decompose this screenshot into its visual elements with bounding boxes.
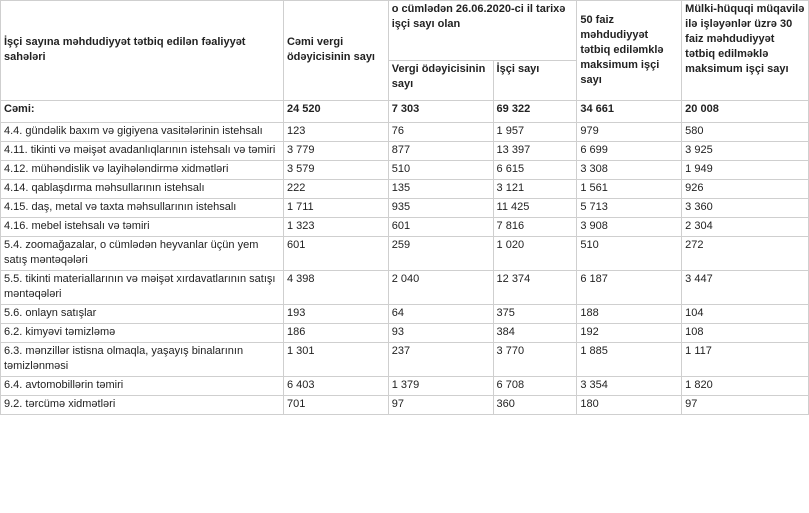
table-row <box>1 237 809 271</box>
cell-workers: 375 <box>493 305 577 324</box>
cell-workers: 384 <box>493 324 577 343</box>
cell-workers: 1 020 <box>493 237 577 271</box>
cell-max50: 6 187 <box>577 271 682 305</box>
cell-sector: 5.6. onlayn satışlar <box>1 305 284 324</box>
cell-sub-taxpayers: 877 <box>388 142 493 161</box>
header-max50: 50 faiz məhdudiyyət tətbiq ediləmklə maksimum işçi sayı <box>577 1 682 101</box>
cell-max50: 3 908 <box>577 218 682 237</box>
cell-sector: 4.4. gündəlik baxım və gigiyena vasitələrinin istehsalı <box>1 123 284 142</box>
total-taxpayers: 24 520 <box>283 101 388 123</box>
cell-max30: 926 <box>682 180 809 199</box>
cell-sub-taxpayers: 601 <box>388 218 493 237</box>
cell-taxpayers: 1 323 <box>283 218 388 237</box>
header-sector: İşçi sayına məhdudiyyət tətbiq edilən fəaliyyət sahələri <box>1 1 284 101</box>
total-max30: 20 008 <box>682 101 809 123</box>
cell-workers: 3 121 <box>493 180 577 199</box>
cell-max50: 510 <box>577 237 682 271</box>
cell-sector: 4.15. daş, metal və taxta məhsullarının istehsalı <box>1 199 284 218</box>
cell-sector: 5.5. tikinti materiallarının və məişət xırdavatlarının satışı məntəqələri <box>1 271 284 305</box>
total-workers: 69 322 <box>493 101 577 123</box>
header-sub-taxpayers: Vergi ödəyicisinin sayı <box>388 61 493 101</box>
cell-sector: 6.3. mənzillər istisna olmaqla, yaşayış binalarının təmizlənməsi <box>1 343 284 377</box>
table-row <box>1 161 809 180</box>
cell-workers: 12 374 <box>493 271 577 305</box>
cell-max50: 5 713 <box>577 199 682 218</box>
cell-max50: 6 699 <box>577 142 682 161</box>
cell-sector: 5.4. zoomağazalar, o cümlədən heyvanlar üçün yem satış məntəqələri <box>1 237 284 271</box>
cell-sub-taxpayers: 97 <box>388 396 493 415</box>
cell-taxpayers: 1 301 <box>283 343 388 377</box>
cell-max30: 97 <box>682 396 809 415</box>
cell-workers: 13 397 <box>493 142 577 161</box>
cell-max30: 1 949 <box>682 161 809 180</box>
cell-workers: 360 <box>493 396 577 415</box>
table-row <box>1 324 809 343</box>
cell-max30: 104 <box>682 305 809 324</box>
cell-sub-taxpayers: 259 <box>388 237 493 271</box>
table-row <box>1 142 809 161</box>
cell-max30: 3 447 <box>682 271 809 305</box>
cell-sub-taxpayers: 135 <box>388 180 493 199</box>
cell-taxpayers: 3 779 <box>283 142 388 161</box>
cell-workers: 6 708 <box>493 377 577 396</box>
cell-sub-taxpayers: 1 379 <box>388 377 493 396</box>
cell-sector: 9.2. tərcümə xidmətləri <box>1 396 284 415</box>
cell-sector: 4.16. mebel istehsalı və təmiri <box>1 218 284 237</box>
cell-workers: 7 816 <box>493 218 577 237</box>
cell-max30: 1 117 <box>682 343 809 377</box>
cell-sub-taxpayers: 2 040 <box>388 271 493 305</box>
cell-max30: 272 <box>682 237 809 271</box>
cell-taxpayers: 186 <box>283 324 388 343</box>
table-row <box>1 343 809 377</box>
table-row <box>1 305 809 324</box>
cell-max50: 180 <box>577 396 682 415</box>
cell-max30: 580 <box>682 123 809 142</box>
cell-sector: 6.2. kimyəvi təmizləmə <box>1 324 284 343</box>
cell-sub-taxpayers: 76 <box>388 123 493 142</box>
table-row <box>1 180 809 199</box>
cell-sector: 4.14. qablaşdırma məhsullarının istehsalı <box>1 180 284 199</box>
cell-max50: 192 <box>577 324 682 343</box>
cell-workers: 11 425 <box>493 199 577 218</box>
cell-max30: 3 360 <box>682 199 809 218</box>
table-row <box>1 199 809 218</box>
cell-taxpayers: 701 <box>283 396 388 415</box>
cell-max30: 3 925 <box>682 142 809 161</box>
cell-max50: 188 <box>577 305 682 324</box>
cell-max30: 1 820 <box>682 377 809 396</box>
total-row <box>1 101 809 123</box>
header-max30: Mülki-hüquqi müqavilə ilə işləyənlər üzrə 30 faiz məhdudiyyət tətbiq edilməklə maksimum işçi sayı <box>682 1 809 101</box>
cell-taxpayers: 3 579 <box>283 161 388 180</box>
cell-sector: 4.12. mühəndislik və layihələndirmə xidmətləri <box>1 161 284 180</box>
cell-taxpayers: 222 <box>283 180 388 199</box>
cell-workers: 1 957 <box>493 123 577 142</box>
cell-max50: 1 561 <box>577 180 682 199</box>
cell-sub-taxpayers: 935 <box>388 199 493 218</box>
header-row-1 <box>1 1 809 61</box>
cell-workers: 6 615 <box>493 161 577 180</box>
cell-sub-taxpayers: 64 <box>388 305 493 324</box>
cell-max50: 3 354 <box>577 377 682 396</box>
cell-max50: 979 <box>577 123 682 142</box>
table-row <box>1 377 809 396</box>
cell-taxpayers: 6 403 <box>283 377 388 396</box>
table-row <box>1 396 809 415</box>
total-label: Cəmi: <box>1 101 284 123</box>
cell-taxpayers: 123 <box>283 123 388 142</box>
cell-sector: 4.11. tikinti və məişət avadanlıqlarının istehsalı və təmiri <box>1 142 284 161</box>
cell-max30: 2 304 <box>682 218 809 237</box>
total-max50: 34 661 <box>577 101 682 123</box>
cell-sub-taxpayers: 93 <box>388 324 493 343</box>
table-row <box>1 123 809 142</box>
total-sub-taxpayers: 7 303 <box>388 101 493 123</box>
header-group: o cümlədən 26.06.2020-ci il tarixə işçi sayı olan <box>388 1 577 61</box>
table-row <box>1 271 809 305</box>
cell-sub-taxpayers: 510 <box>388 161 493 180</box>
cell-max30: 108 <box>682 324 809 343</box>
table-row <box>1 218 809 237</box>
cell-workers: 3 770 <box>493 343 577 377</box>
cell-max50: 3 308 <box>577 161 682 180</box>
cell-taxpayers: 4 398 <box>283 271 388 305</box>
cell-taxpayers: 193 <box>283 305 388 324</box>
cell-sector: 6.4. avtomobillərin təmiri <box>1 377 284 396</box>
cell-max50: 1 885 <box>577 343 682 377</box>
header-taxpayers: Cəmi vergi ödəyicisinin sayı <box>283 1 388 101</box>
cell-sub-taxpayers: 237 <box>388 343 493 377</box>
cell-taxpayers: 1 711 <box>283 199 388 218</box>
cell-taxpayers: 601 <box>283 237 388 271</box>
header-sub-workers: İşçi sayı <box>493 61 577 101</box>
